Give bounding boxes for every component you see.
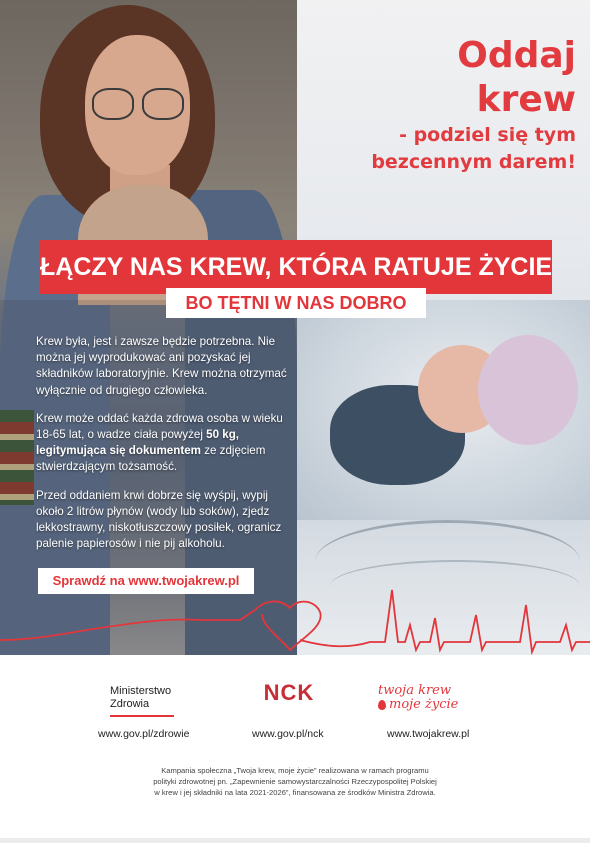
headline-line: Oddaj <box>457 35 576 76</box>
main-banner: ŁĄCZY NAS KREW, KTÓRA RATUJE ŻYCIE <box>40 240 552 294</box>
paragraph-text: ze zdjęciem stwierdzającym tożsamość. <box>36 444 266 474</box>
campaign-line: w krew i jej składniki na lata 2021-2026”, finansowana ze środków Ministra Zdrowia. <box>154 788 436 797</box>
paragraph <box>36 411 292 476</box>
campaign-line: polityki zdrowotnej pn. „Zapewnienie samowystarczalności Rzeczypospolitej Polskiej <box>153 777 437 786</box>
paragraph-bold: 50 kg, legitymująca się dokumentem <box>36 428 240 458</box>
logo-bar <box>110 715 174 717</box>
nck-logo <box>258 680 320 711</box>
campaign-line: Kampania społeczna „Twoja krew, moje życie” realizowana w ramach programu <box>161 766 429 775</box>
headline-line: krew <box>476 79 576 120</box>
glasses-shape <box>92 88 184 120</box>
heartbeat-line-icon <box>0 570 590 665</box>
blood-drop-icon <box>378 700 386 710</box>
logo-line <box>378 698 458 712</box>
logo-text: moje życie <box>389 697 459 712</box>
cta-link[interactable]: Sprawdź na www.twojakrew.pl <box>38 568 254 594</box>
twoja-krew-logo <box>378 684 458 712</box>
logo-text: Zdrowia <box>110 698 150 710</box>
headline-subline: - podziel się tym <box>399 124 576 146</box>
paragraph-text: Krew może oddać każda zdrowa osoba w wieku 18-65 lat, o wadze ciała powyżej <box>36 411 283 442</box>
logo-small-line <box>258 706 320 711</box>
paragraph: Przed oddaniem krwi dobrze się wyśpij, wypij około 2 litrów płynów (wody lub soków), zjedz lekkostrawny, niskotłuszczowy posiłek, ogranicz palenie papierosów i nie pij alkoholu. <box>36 488 282 551</box>
nck-url[interactable]: www.gov.pl/nck <box>252 728 324 740</box>
ministry-logo <box>110 685 174 717</box>
campaign-note <box>108 765 482 798</box>
baby-cap-shape <box>478 335 578 445</box>
twojakrew-url[interactable]: www.twojakrew.pl <box>387 728 470 740</box>
sub-banner: BO TĘTNI W NAS DOBRO <box>166 288 426 318</box>
logo-text: NCK <box>263 680 315 705</box>
logo-text: Ministerstwo <box>110 685 172 697</box>
headline-subline: bezcennym darem! <box>371 151 576 173</box>
body-text <box>36 334 292 564</box>
headline <box>371 34 576 176</box>
bottom-divider <box>0 838 590 843</box>
logo-text: twoja krew <box>378 683 452 698</box>
paragraph: Krew była, jest i zawsze będzie potrzebna. Nie można jej wyprodukować ani pozyskać jej składników laboratoryjnie. Krew można otrzymać wyłącznie od drugiego człowieka. <box>36 335 287 397</box>
ministry-url[interactable]: www.gov.pl/zdrowie <box>98 728 190 740</box>
